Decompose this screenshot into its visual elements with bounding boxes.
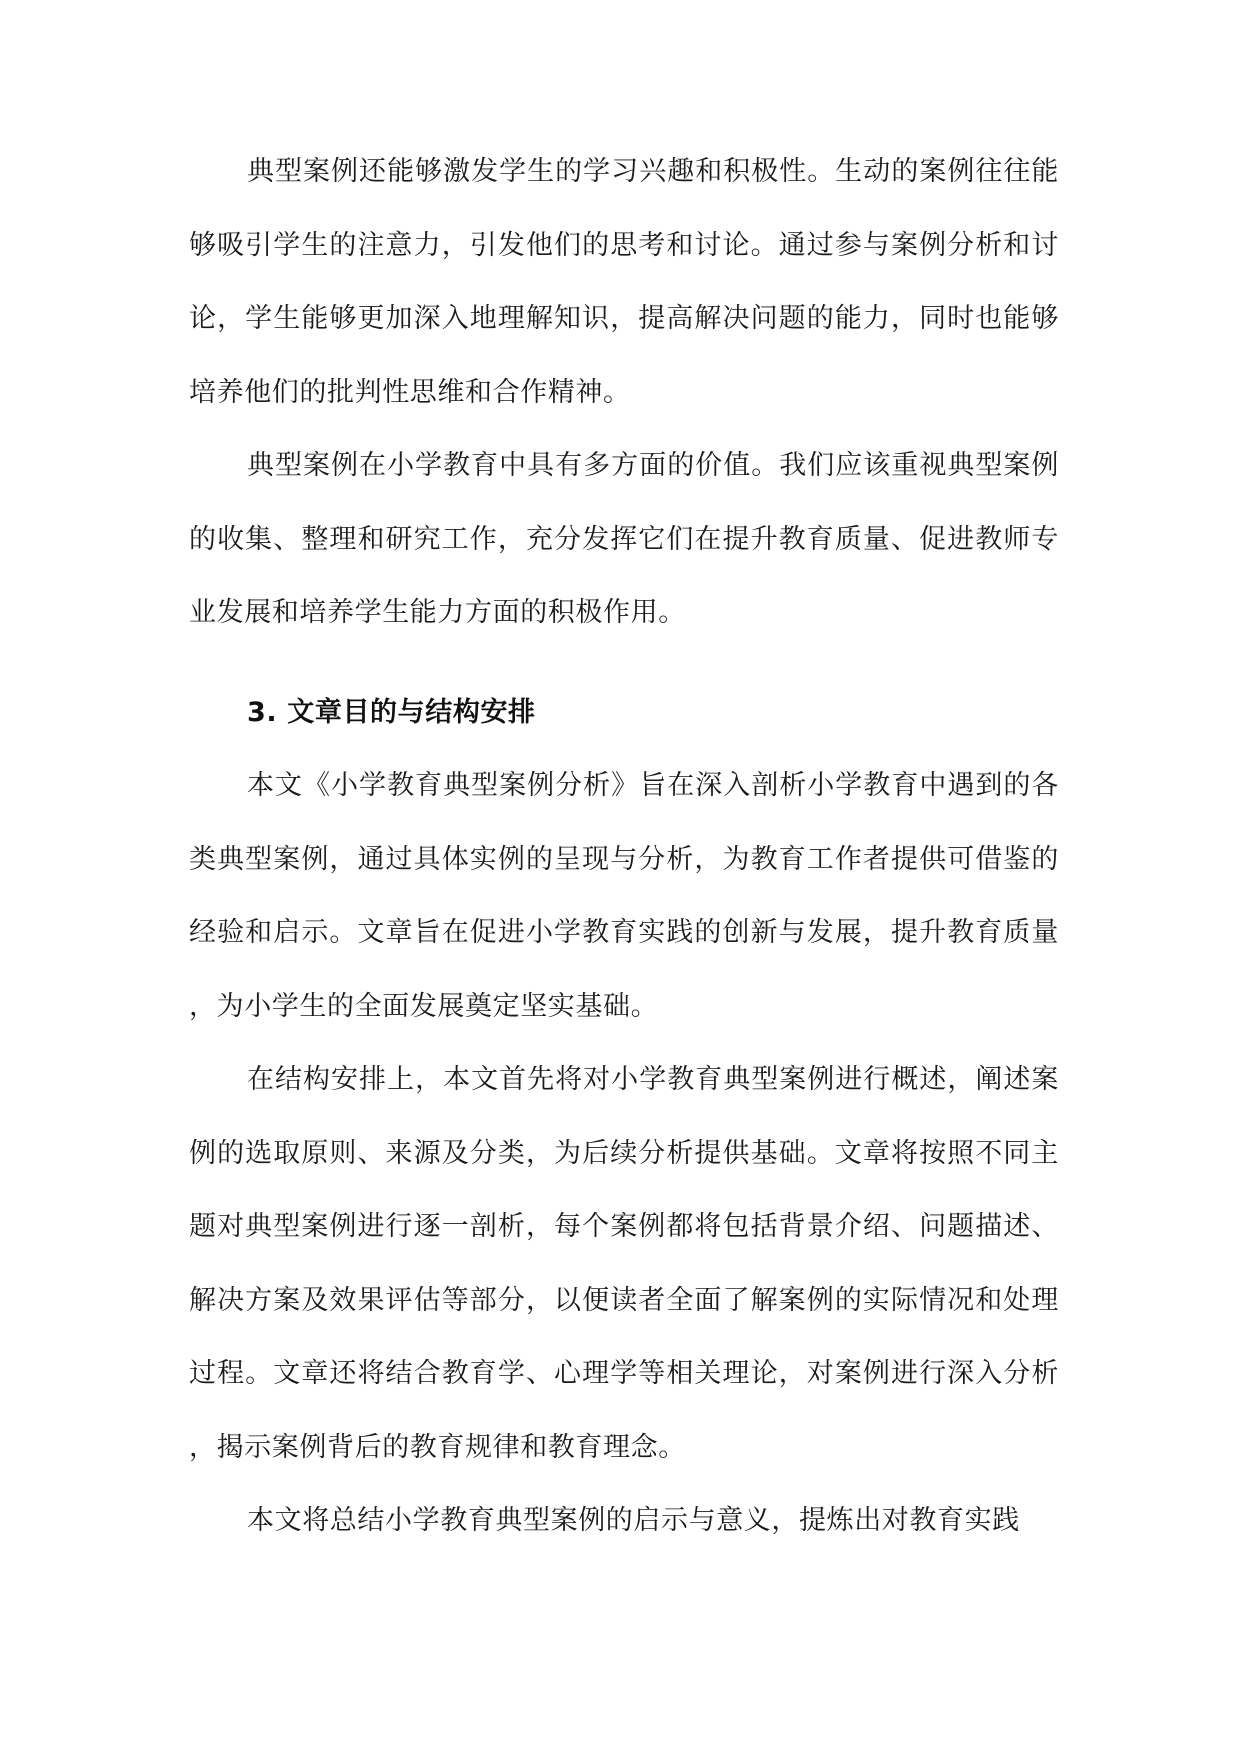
section-heading: 3. 文章目的与结构安排 bbox=[247, 696, 536, 728]
paragraph: 本文将总结小学教育典型案例的启示与意义，提炼出对教育实践 bbox=[247, 1505, 1020, 1536]
document-body bbox=[189, 135, 1059, 1558]
paragraph: 典型案例还能够激发学生的学习兴趣和积极性。生动的案例往往能够吸引学生的注意力，引发他们的思考和讨论。通过参与案例分析和讨论，学生能够更加深入地理解知识，提高解决问题的能力，同时也能够培养他们的批判性思维和合作精神。 bbox=[189, 156, 1059, 408]
paragraph: 在结构安排上，本文首先将对小学教育典型案例进行概述，阐述案例的选取原则、来源及分类，为后续分析提供基础。文章将按照不同主题对典型案例进行逐一剖析，每个案例都将包括背景介绍、问题描述、解决方案及效果评估等部分，以便读者全面了解案例的实际情况和处理过程。文章还将结合教育学、心理学等相关理论，对案例进行深入分析，揭示案例背后的教育规律和教育理念。 bbox=[189, 1064, 1059, 1463]
paragraph: 本文《小学教育典型案例分析》旨在深入剖析小学教育中遇到的各类典型案例，通过具体实例的呈现与分析，为教育工作者提供可借鉴的经验和启示。文章旨在促进小学教育实践的创新与发展，提升教育质量，为小学生的全面发展奠定坚实基础。 bbox=[189, 770, 1059, 1022]
paragraph: 典型案例在小学教育中具有多方面的价值。我们应该重视典型案例的收集、整理和研究工作，充分发挥它们在提升教育质量、促进教师专业发展和培养学生能力方面的积极作用。 bbox=[189, 450, 1059, 628]
